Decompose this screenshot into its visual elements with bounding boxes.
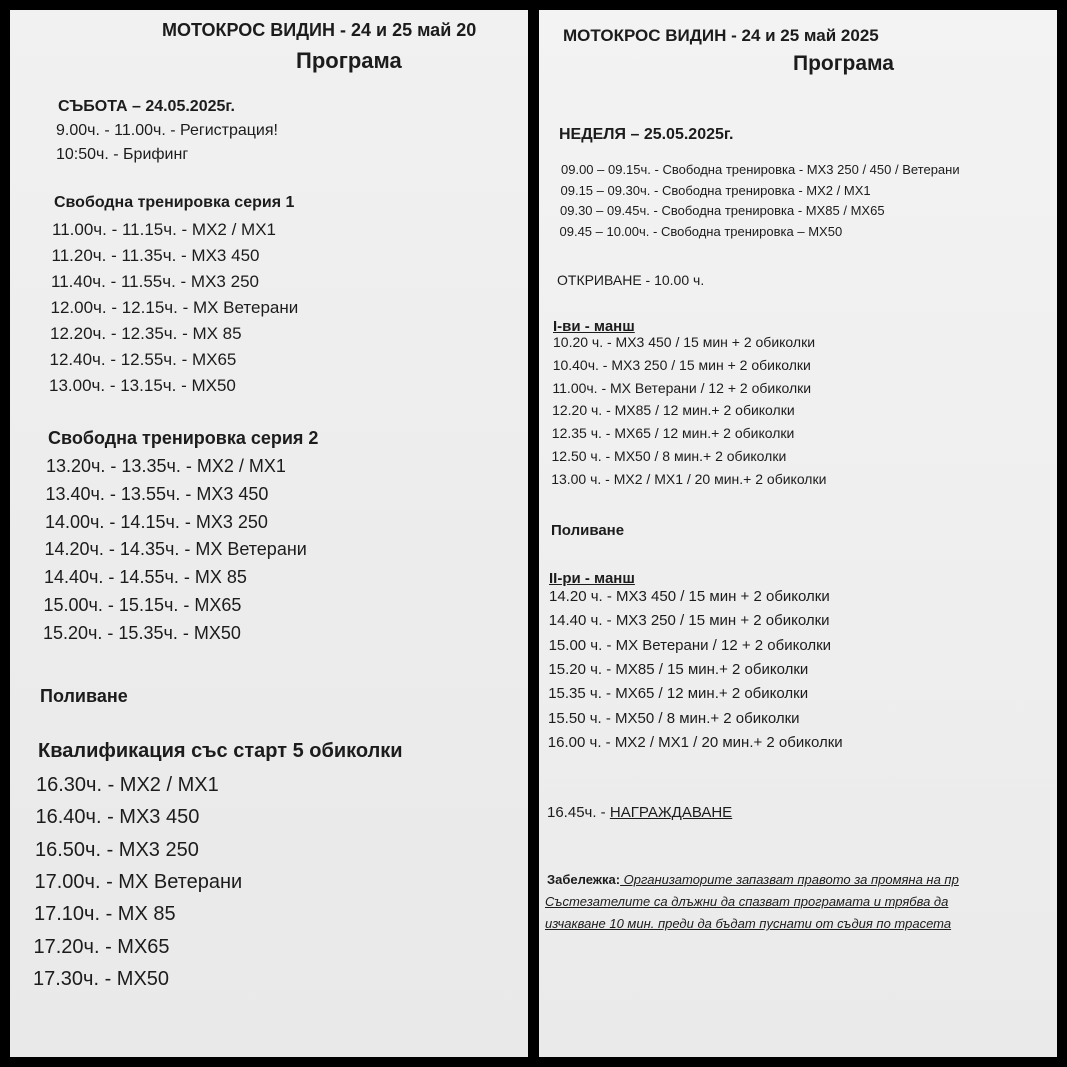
left-program-heading: Програма <box>296 48 402 73</box>
schedule-item: 12.40ч. - 12.55ч. - MX65 <box>49 350 237 369</box>
registration-line: 9.00ч. - 11.00ч. - Регистрация! <box>56 122 278 139</box>
qualification-item: 17.00ч. - MX Ветерани <box>34 870 243 893</box>
qualification-item: 16.30ч. - MX2 / MX1 <box>36 774 219 796</box>
schedule-item: 13.20ч. - 13.35ч. - MX2 / MX1 <box>46 456 286 476</box>
schedule-item: 09.15 – 09.30ч. - Свободна тренировка - MX2 / MX1 <box>560 182 871 198</box>
heat-item: 14.40 ч. - MX3 250 / 15 мин + 2 обиколки <box>548 612 830 630</box>
awards-line <box>547 804 732 821</box>
schedule-item: 12.00ч. - 12.15ч. - MX Ветерани <box>50 298 299 317</box>
schedule-item: 09.30 – 09.45ч. - Свободна тренировка - MX85 / MX65 <box>560 203 885 218</box>
heat-item: 15.20 ч. - MX85 / 15 мин.+ 2 обиколки <box>548 660 809 678</box>
sunday-heading: НЕДЕЛЯ – 25.05.2025г. <box>559 126 734 143</box>
schedule-item: 13.40ч. - 13.55ч. - MX3 450 <box>45 483 269 504</box>
heat-1-heading: I-ви - манш <box>553 318 635 335</box>
schedule-item: 14.00ч. - 14.15ч. - MX3 250 <box>45 511 268 532</box>
heat-item: 11.00ч. - MX Ветерани / 12 + 2 обиколки <box>552 379 812 396</box>
watering-heading-right: Поливане <box>551 522 625 539</box>
note-line-1 <box>547 872 959 887</box>
qualification-item: 17.20ч. - MX65 <box>33 935 170 958</box>
heat-item: 10.40ч. - MX3 250 / 15 мин + 2 обиколки <box>552 356 811 373</box>
heat-item: 16.00 ч. - MX2 / MX1 / 20 мин.+ 2 обиколки <box>547 733 843 751</box>
saturday-heading: СЪБОТА – 24.05.2025г. <box>58 98 235 115</box>
schedule-item: 15.00ч. - 15.15ч. - MX65 <box>43 595 242 615</box>
schedule-item: 09.45 – 10.00ч. - Свободна тренировка – MX50 <box>559 223 843 239</box>
schedule-item: 09.00 – 09.15ч. - Свободна тренировка - MX3 250 / 450 / Ветерани <box>561 162 960 177</box>
note-text-3: изчакване 10 мин. преди да бъдат пуснати от съдия по трасета <box>545 916 952 931</box>
opening-line: ОТКРИВАНЕ - 10.00 ч. <box>557 272 705 288</box>
heat-item: 14.20 ч. - MX3 450 / 15 мин + 2 обиколки <box>549 588 830 605</box>
heat-item: 13.00 ч. - MX2 / MX1 / 20 мин.+ 2 обиколки <box>551 470 827 487</box>
right-program-heading: Програма <box>793 52 894 75</box>
qualification-item: 16.50ч. - MX3 250 <box>35 838 199 861</box>
left-page <box>10 10 528 1057</box>
schedule-item: 14.40ч. - 14.55ч. - MX 85 <box>44 567 247 588</box>
heat-item: 12.35 ч. - MX65 / 12 мин.+ 2 обиколки <box>551 425 795 442</box>
heat-item: 12.20 ч. - MX85 / 12 мин.+ 2 обиколки <box>552 402 795 419</box>
awards-label: НАГРАЖДАВАНЕ <box>609 804 733 821</box>
right-page <box>539 10 1057 1057</box>
heat-2-heading: II-ри - манш <box>549 570 635 587</box>
schedule-item: 11.00ч. - 11.15ч. - MX2 / MX1 <box>52 220 277 239</box>
qualification-heading: Квалификация със старт 5 обиколки <box>38 740 403 762</box>
heat-item: 10.20 ч. - MX3 450 / 15 мин + 2 обиколки <box>553 334 816 350</box>
heat-item: 15.50 ч. - MX50 / 8 мин.+ 2 обиколки <box>548 709 800 727</box>
watering-heading-left: Поливане <box>40 686 128 706</box>
note-text-1: Организаторите запазват правото за промяна на пр <box>620 872 959 887</box>
schedule-item: 13.00ч. - 13.15ч. - MX50 <box>49 376 236 395</box>
qualification-item: 17.10ч. - MX 85 <box>34 903 176 926</box>
note-label: Забележка: <box>547 872 621 887</box>
schedule-item: 11.20ч. - 11.35ч. - MX3 450 <box>51 246 260 265</box>
free-practice-2-heading: Свободна тренировка серия 2 <box>48 428 319 448</box>
awards-time: 16.45ч. - <box>547 804 610 821</box>
qualification-item: 16.40ч. - MX3 450 <box>35 806 200 829</box>
schedule-item: 11.40ч. - 11.55ч. - MX3 250 <box>51 272 259 291</box>
qualification-item: 17.30ч. - MX50 <box>33 967 170 990</box>
schedule-item: 12.20ч. - 12.35ч. - MX 85 <box>50 324 242 343</box>
heat-item: 12.50 ч. - MX50 / 8 мин.+ 2 обиколки <box>551 448 787 464</box>
briefing-line: 10:50ч. - Брифинг <box>56 146 189 163</box>
left-event-title: МОТОКРОС ВИДИН - 24 и 25 май 20 <box>162 20 477 40</box>
note-text-2: Състезателите са длъжни да спазват програмата и трябва да <box>545 894 949 909</box>
heat-item: 15.00 ч. - MX Ветерани / 12 + 2 обиколки <box>548 636 832 654</box>
schedule-item: 14.20ч. - 14.35ч. - MX Ветерани <box>44 539 307 560</box>
right-event-title: МОТОКРОС ВИДИН - 24 и 25 май 2025 <box>563 26 879 45</box>
schedule-item: 15.20ч. - 15.35ч. - MX50 <box>43 622 241 643</box>
free-practice-1-heading: Свободна тренировка серия 1 <box>54 194 295 211</box>
heat-item: 15.35 ч. - MX65 / 12 мин.+ 2 обиколки <box>548 685 809 703</box>
